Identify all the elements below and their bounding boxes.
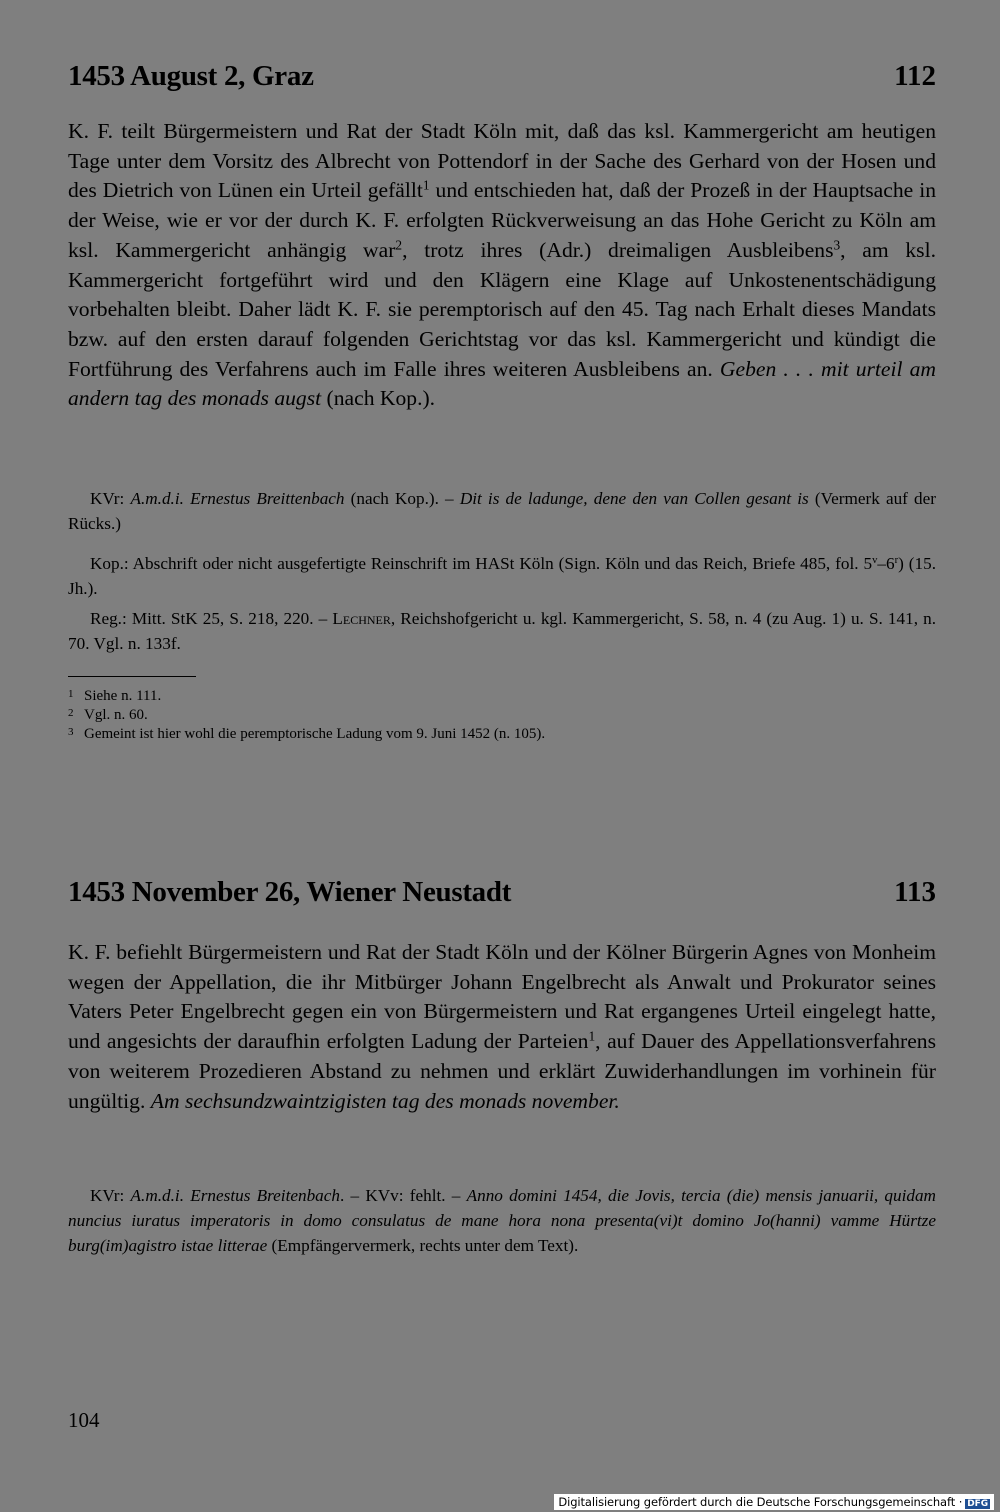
note-text: ) (15. Jh.). [68,554,936,598]
folio-sup: v [872,555,878,567]
entry-112-heading [68,60,936,92]
entry-112-number: 112 [894,60,936,92]
entry-112-footnotes [68,687,936,744]
entry-113-regest [68,938,936,1116]
footnote-ref: 2 [395,237,403,253]
entry-113-heading [68,876,936,908]
footnote-item [68,687,936,706]
footnote-item [68,706,936,725]
regest-text: (nach Kop.). [321,386,436,411]
note-text: –6 [877,554,895,573]
note-text: Kop.: Abschrift oder nicht ausgefertigte Reinschrift im HASt Köln (Sign. Köln und das Reich, Briefe 485, fol. 5 [90,554,873,573]
regest-text: K. F. teilt Bürgermeistern und Rat der Stadt Köln mit, daß das ksl. Kammergericht am heutigen Tage unter dem Vorsitz des Albrecht von Pottendorf in der Sache des Gerhard von der Hosen und des Dietrich von Lünen ein Urteil gefällt [68,119,936,203]
entry-112-regest [68,117,936,414]
footnote-ref: 1 [588,1028,596,1044]
regest-text: K. F. befiehlt Bürgermeistern und Rat der Stadt Köln und der Kölner Bürgerin Agnes von Monheim wegen der Appellation, die ihr Mitbürger Johann Engelbrecht als Anwalt und Prokurator seines Vaters Peter Engelbrecht gegen ein von Bürgermeistern und Rat ergangenes Urteil eingelegt hatte, und angesichts der daraufhin erfolgten Ladung der Parteien [68,940,936,1054]
author-smallcaps: Lechner [332,609,391,628]
entry-113-date-place: 1453 November 26, Wiener Neustadt [68,876,512,908]
dfg-logo-icon: DFG [967,1499,988,1509]
note-italic: Dit is de ladunge, dene den van Collen gesant is [459,489,809,508]
note-text: (Empfängervermerk, rechts unter dem Text). [267,1236,579,1255]
footnote-number: 2 [68,707,74,719]
footnote-text: Gemeint ist hier wohl die peremptorische Ladung vom 9. Juni 1452 (n. 105). [84,726,546,742]
entry-112-kop-note [68,551,936,601]
footnote-number: 3 [68,726,74,738]
page-number: 104 [68,1408,100,1432]
folio-sup: r [894,555,899,567]
footnote-item [68,725,936,744]
dating-clause: Geben . . . mit urteil am andern tag des monads augst [68,356,936,411]
regest-text: , auf Dauer des Appellationsverfahrens von weiterem Prozedieren Abstand zu nehmen und erklärt Zuwiderhandlungen im vorhinein für ungültig. [68,1029,936,1113]
footnote-text: Vgl. n. 60. [84,707,148,723]
note-text: (nach Kop.). – [344,489,460,508]
footnote-number: 1 [68,688,74,700]
funding-text: Digitalisierung gefördert durch die Deutsche Forschungsgemeinschaft [558,1495,956,1509]
note-label: KVr: [90,489,131,508]
entry-112-kvr-note [68,486,936,536]
note-text: . – KVv: fehlt. – [339,1186,467,1205]
note-text: , Reichshofgericht u. kgl. Kammergericht, S. 58, n. 4 (zu Aug. 1) u. S. 141, n. 70. Vgl. n. 133f. [68,609,936,653]
entry-113-kvr-note [68,1183,936,1258]
entry-112-date-place: 1453 August 2, Graz [68,60,314,92]
note-text: (Vermerk auf der Rücks.) [68,489,936,533]
note-label: KVr: [90,1186,131,1205]
dating-clause: Am sechsundzwaintzigisten tag des monads november. [150,1088,620,1113]
note-italic: A.m.d.i. Ernestus Breittenbach [130,489,345,508]
entry-112-reg-note [68,606,936,656]
footnote-ref: 3 [833,237,841,253]
regest-text: , am ksl. Kammergericht fortgeführt wird und den Klägern eine Klage auf Unkostenentschädigung vorbehalten bleibt. Daher lädt K. F. sie peremptorisch auf den 45. Tag nach Erhalt dieses Mandats bzw. auf den ersten darauf folgenden Gerichtstag vor das ksl. Kammergericht und kündigt die Fortführung des Verfahrens auch im Falle ihres weiteren Ausbleibens an. [68,237,936,381]
note-italic: A.m.d.i. Ernestus Breitenbach [130,1186,340,1205]
note-text: Reg.: Mitt. StK 25, S. 218, 220. – [90,609,333,628]
footnote-divider [68,676,196,677]
footnote-text: Siehe n. 111. [84,688,162,704]
funding-notice: Digitalisierung gefördert durch die Deutsche Forschungsgemeinschaft · DFG [554,1494,994,1510]
note-italic: Anno domini 1454, die Jovis, tercia (die) mensis januarii, quidam nuncius iuratus imperatoris in domo consulatus de mane hora nona presenta(vi)t domino Jo(hanni) vamme Hürtze burg(im)agistro istae litterae [68,1186,936,1255]
footnote-ref: 1 [422,178,430,194]
regest-text: , trotz ihres (Adr.) dreimaligen Ausbleibens [402,237,834,262]
entry-113-number: 113 [894,876,936,908]
regest-text: und entschieden hat, daß der Prozeß in der Hauptsache in der Weise, wie er vor der durch K. F. erfolgten Rückverweisung an das Hohe Gericht zu Köln am ksl. Kammergericht anhängig war [68,178,937,262]
